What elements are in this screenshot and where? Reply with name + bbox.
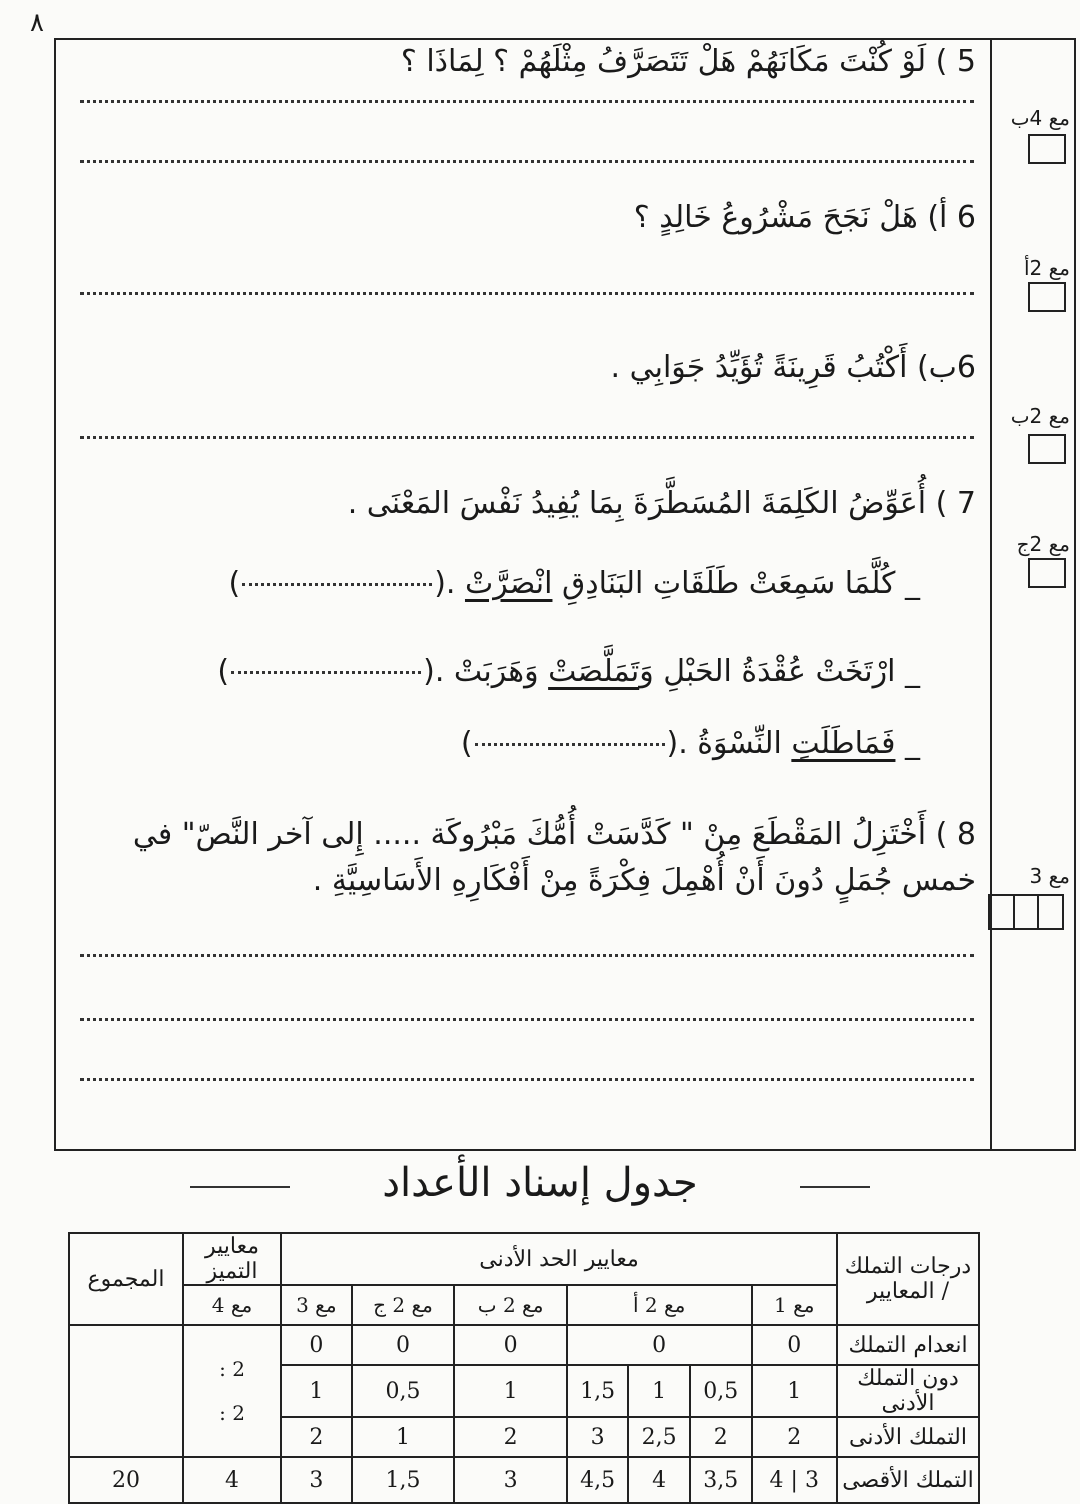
- underlined-word: فَمَاطَلَتِ: [791, 726, 896, 761]
- table-row: التملك الأدنى 2 2 2,5 3 2 1 2: [69, 1417, 979, 1457]
- q7-sentence-3: _ فَمَاطَلَتِ النِّسْوَةُ .(): [460, 726, 920, 761]
- subheader: مع 2 ج: [352, 1285, 455, 1325]
- question-5: 5 ) لَوْ كُنْتَ مَكَانَهُمْ هَلْ تَتَصَرَّفُ مِثْلَهُمْ ؟ لِمَاذَا ؟: [400, 44, 976, 79]
- underlined-word: انْصَرَّتْ: [464, 566, 553, 601]
- header-total: المجموع: [69, 1233, 183, 1325]
- criterion-label: مع 2ب: [1010, 404, 1070, 428]
- grading-table: [68, 1232, 980, 1504]
- criterion-label: مع 3: [1029, 864, 1070, 888]
- subheader: مع 4: [183, 1285, 281, 1325]
- margin-divider: [990, 38, 992, 1151]
- page-number: ٨: [30, 8, 44, 38]
- criterion-label: مع 2ج: [1016, 532, 1070, 556]
- criterion-label: مع 4ب: [1010, 106, 1070, 130]
- answer-line[interactable]: [80, 1078, 974, 1081]
- answer-line[interactable]: [80, 160, 974, 163]
- subheader: مع 2 أ: [567, 1285, 752, 1325]
- blank-field[interactable]: [475, 743, 665, 746]
- subheader: مع 3: [281, 1285, 352, 1325]
- answer-line[interactable]: [80, 100, 974, 103]
- score-box-triple[interactable]: [988, 894, 1064, 930]
- subheader: مع 2 ب: [454, 1285, 567, 1325]
- question-6a: 6 أ) هَلْ نَجَحَ مَشْرُوعُ خَالِدٍ ؟: [633, 200, 976, 235]
- title-underline: [190, 1186, 290, 1188]
- question-6b: 6ب) أَكْتُبُ قَرِينَةً تُؤَيِّدُ جَوَابِي .: [610, 350, 976, 385]
- q7-sentence-1: _ كُلَّمَا سَمِعَتْ طَلَقَاتِ البَنَادِقِ انْصَرَّتْ .(): [228, 566, 920, 601]
- q7-sentence-2: _ ارْتَخَتْ عُقْدَةُ الحَبْلِ وَتَمَلَّصَتْ وَهَرَبَتْ .(): [217, 654, 920, 689]
- answer-line[interactable]: [80, 1018, 974, 1021]
- score-box[interactable]: [1028, 282, 1066, 312]
- header-excellence: معايير التميز: [183, 1233, 281, 1285]
- blank-field[interactable]: [231, 671, 421, 674]
- question-8: 8 ) أَخْتَزِلُ المَقْطَعَ مِنْ " كَدَّسَتْ أُمُّكَ مَبْرُوكَة ..... إِلى آخر النَّصّ" في خمس جُمَلٍ دُونَ أَنْ أُهْمِلَ فِكْرَةً مِنْ أَفْكَارِهِ الأَسَاسِيَّةِ .: [132, 817, 976, 898]
- header-min-criteria: معايير الحد الأدنى: [281, 1233, 837, 1285]
- answer-line[interactable]: [80, 292, 974, 295]
- subheader: مع 1: [752, 1285, 838, 1325]
- answer-line[interactable]: [80, 436, 974, 439]
- underlined-word: تَمَلَّصَتْ: [548, 654, 640, 689]
- header-criteria: درجات التملك / المعايير: [837, 1233, 979, 1325]
- table-row: دون التملك الأدنى 1 0,5 1 1,5 1 0,5 1: [69, 1365, 979, 1417]
- question-7: 7 ) أُعَوِّضُ الكَلِمَةَ المُسَطَّرَةَ بِمَا يُفِيدُ نَفْسَ المَعْنَى .: [347, 486, 976, 521]
- score-box[interactable]: [1028, 434, 1066, 464]
- title-underline: [800, 1186, 870, 1188]
- answer-line[interactable]: [80, 954, 974, 957]
- score-box[interactable]: [1028, 134, 1066, 164]
- score-box[interactable]: [1028, 558, 1066, 588]
- table-title: جدول إسناد الأعداد: [382, 1160, 698, 1206]
- table-row: انعدام التملك 0 0 0 0 0 2 : 2 :: [69, 1325, 979, 1365]
- blank-field[interactable]: [242, 583, 432, 586]
- table-row: التملك الأقصى 3 | 4 3,5 4 4,5 3 1,5 3 4 20: [69, 1457, 979, 1503]
- criterion-label: مع 2أ: [1023, 256, 1070, 280]
